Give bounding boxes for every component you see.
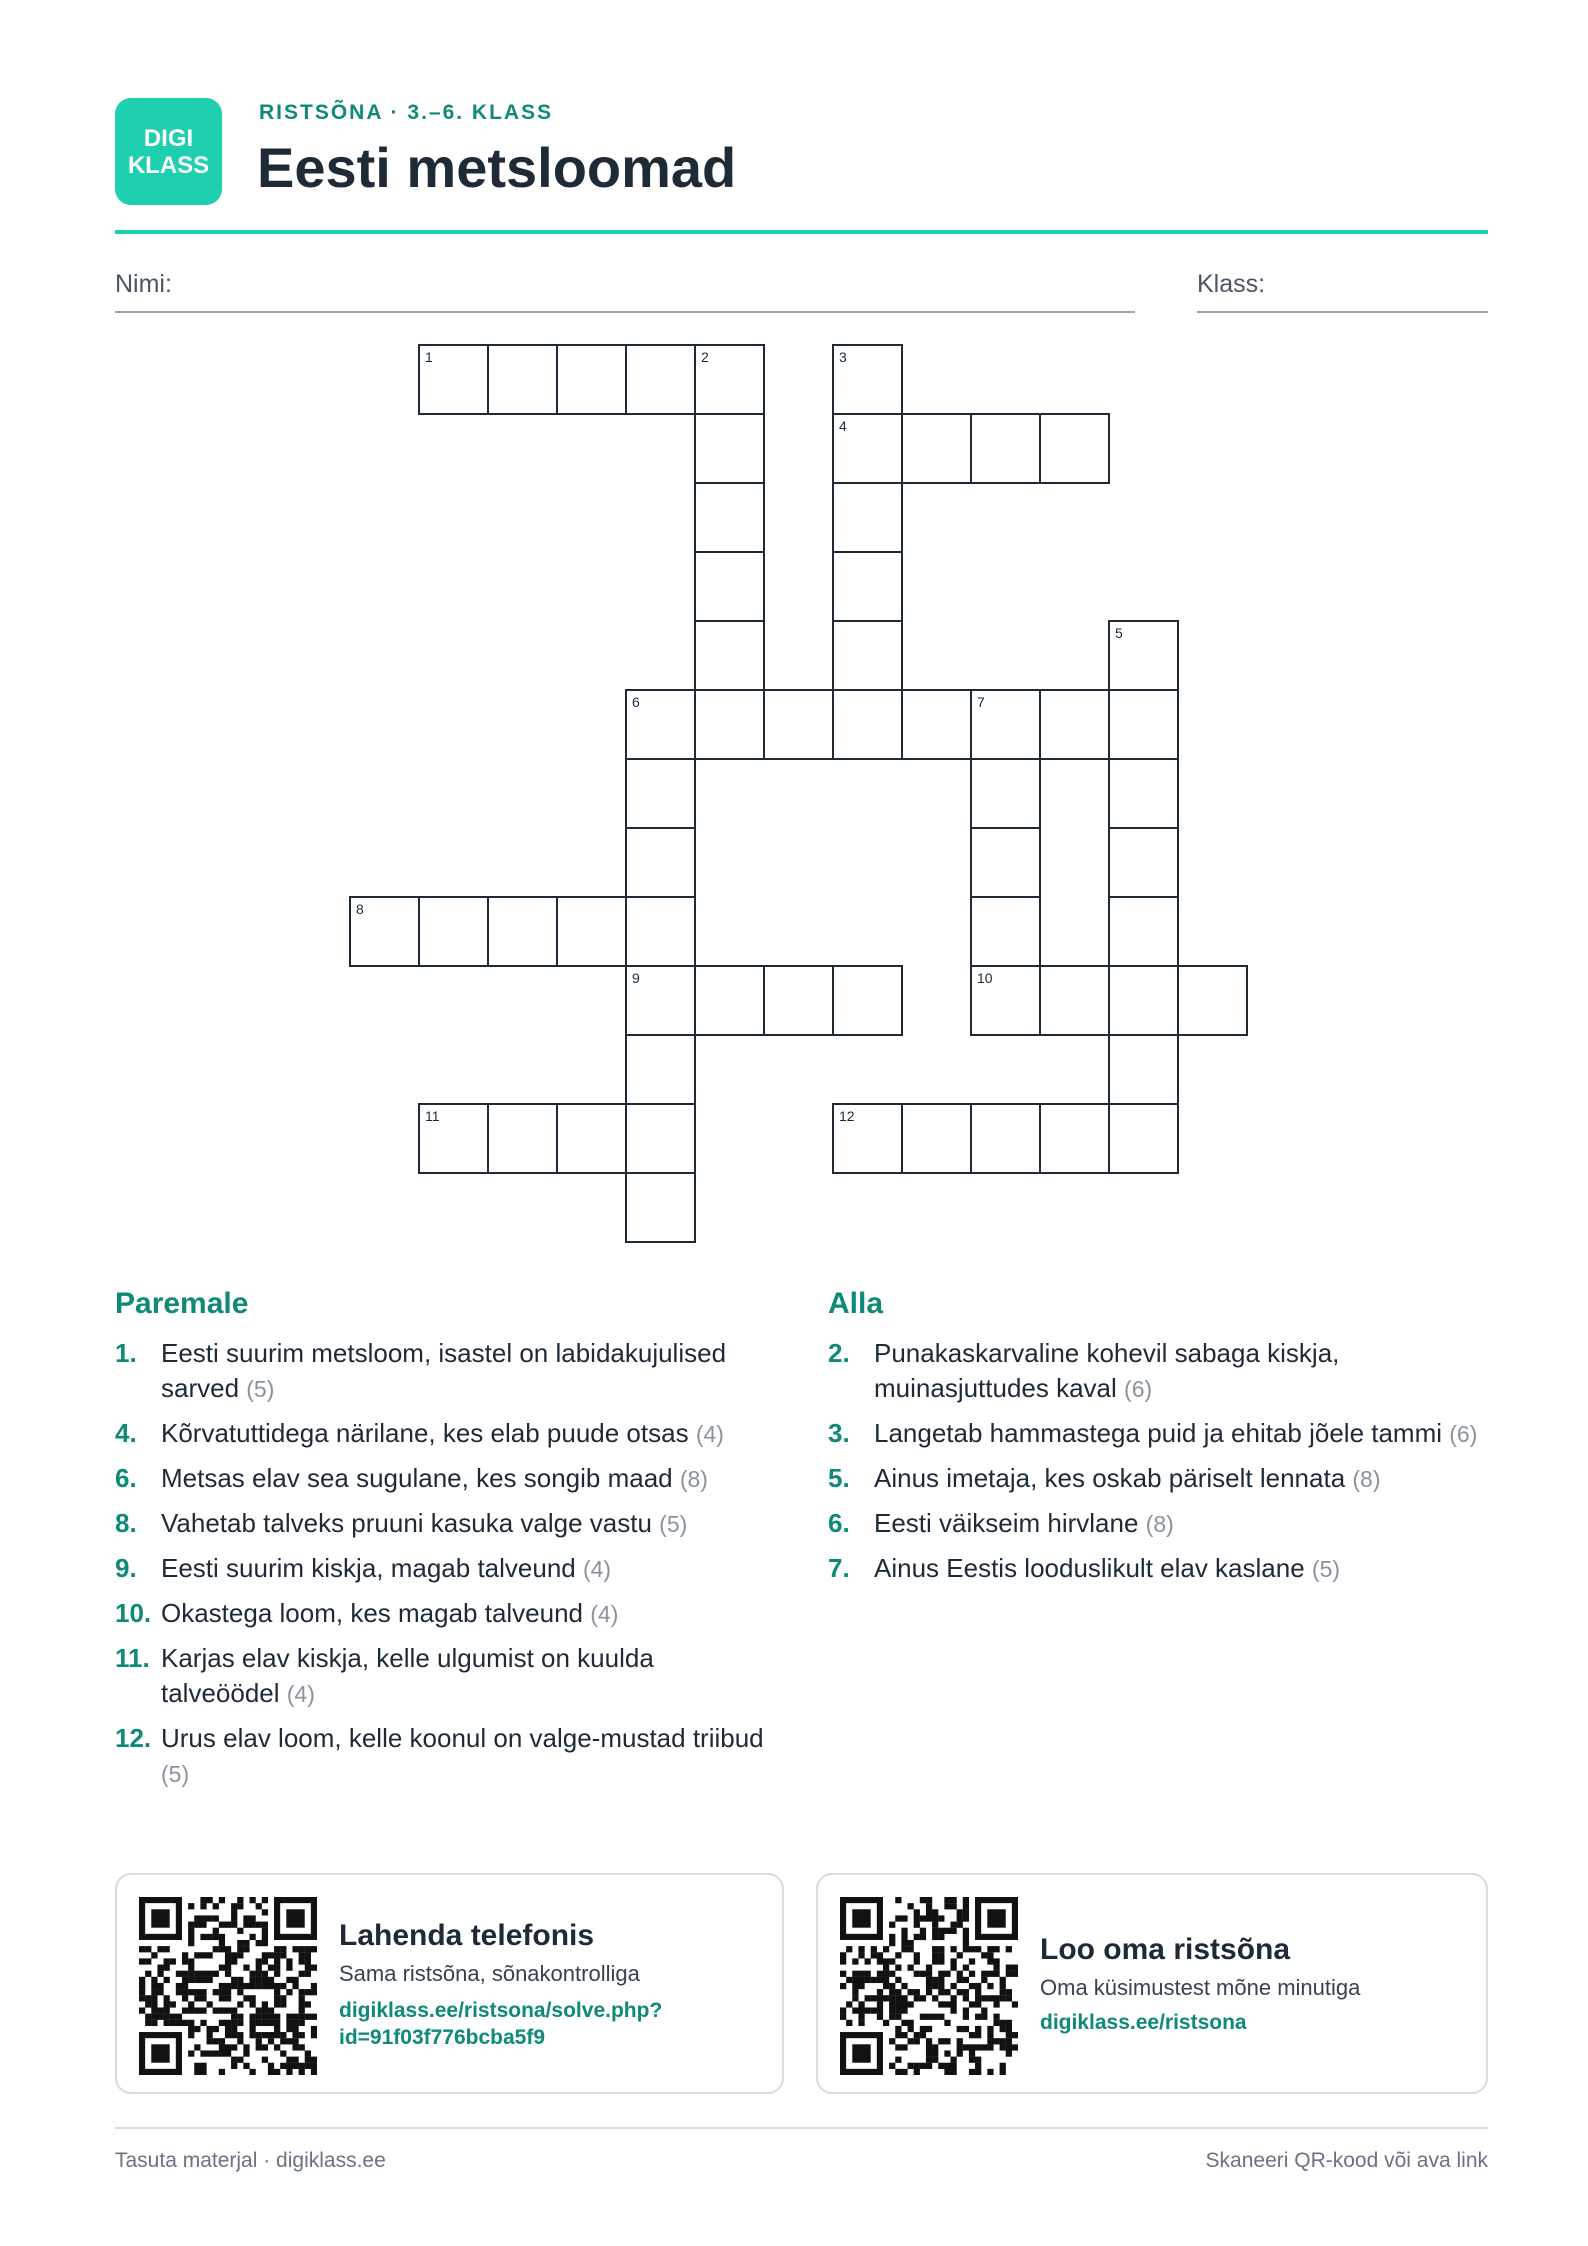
clue-length: (5) (1311, 1556, 1341, 1582)
clue-length: (5) (161, 1761, 190, 1787)
clue-length: (8) (1145, 1511, 1174, 1537)
crossword-cell[interactable] (1109, 966, 1178, 1035)
clue-text: Kõrvatuttidega närilane, kes elab puude otsas (4) (161, 1418, 724, 1448)
across-clue (115, 1461, 775, 1497)
clue-length: (4) (582, 1556, 612, 1582)
clue-number: 5. (828, 1463, 850, 1493)
clue-text: Langetab hammastega puid ja ehitab jõele tammi (6) (874, 1418, 1478, 1448)
down-clue (828, 1506, 1493, 1542)
clue-length: (4) (590, 1601, 619, 1627)
clue-number: 3. (828, 1418, 850, 1448)
clue-number: 7. (828, 1553, 850, 1583)
clue-length: (8) (1352, 1466, 1381, 1492)
footer-right: Skaneeri QR-kood või ava link (1205, 2149, 1488, 2172)
clue-text: Vahetab talveks pruuni kasuka valge vastu (5) (161, 1508, 688, 1538)
logo-line-2: KLASS (127, 151, 210, 179)
clue-length: (8) (679, 1466, 708, 1492)
down-clue-list (828, 1336, 1493, 1596)
crossword-cell[interactable] (488, 345, 557, 414)
across-clue (115, 1721, 775, 1792)
create-link[interactable]: digiklass.ee/ristsona (1040, 2011, 1247, 2034)
crossword-cell[interactable] (557, 1104, 626, 1173)
class-label: Klass: (1197, 270, 1266, 298)
clue-number: 4 (839, 418, 847, 434)
clue-number: 8 (356, 901, 364, 917)
down-clue (828, 1336, 1493, 1407)
crossword-cell[interactable] (902, 1104, 971, 1173)
crossword-cell[interactable] (1040, 966, 1109, 1035)
crossword-cell[interactable] (1109, 1104, 1178, 1173)
crossword-cell[interactable] (695, 483, 764, 552)
crossword-cell[interactable] (971, 759, 1040, 828)
footer-left: Tasuta materjal · digiklass.ee (115, 2149, 386, 2172)
crossword-cell[interactable] (971, 1104, 1040, 1173)
name-label: Nimi: (115, 270, 172, 298)
card-title: Loo oma ristsõna (1040, 1933, 1291, 1966)
across-clue (115, 1641, 775, 1712)
clue-text: Ainus Eestis looduslikult elav kaslane (5) (874, 1553, 1341, 1583)
crossword-cell[interactable] (626, 1173, 695, 1242)
crossword-cell[interactable] (419, 897, 488, 966)
crossword-cell[interactable] (1040, 414, 1109, 483)
solve-link-line-2[interactable]: id=91f03f776bcba5f9 (339, 2026, 546, 2049)
down-clue (828, 1416, 1493, 1452)
clue-text: Okastega loom, kes magab talveund (4) (161, 1598, 619, 1628)
across-clue (115, 1336, 775, 1407)
clue-number: 1 (425, 349, 433, 365)
clue-length: (5) (246, 1376, 275, 1402)
down-clue (828, 1551, 1493, 1587)
crossword-cell[interactable] (1178, 966, 1247, 1035)
crossword-cell[interactable] (971, 828, 1040, 897)
card-title: Lahenda telefonis (339, 1919, 595, 1952)
clue-number: 5 (1115, 625, 1123, 641)
clue-length: (4) (695, 1421, 724, 1447)
clue-text: Punakaskarvaline kohevil sabaga kiskja, muinasjuttudes kaval (6) (874, 1338, 1340, 1403)
solve-link-line-1[interactable]: digiklass.ee/ristsona/solve.php? (339, 1999, 663, 2022)
crossword-cell[interactable] (1040, 690, 1109, 759)
clue-length: (6) (1449, 1421, 1478, 1447)
crossword-cell[interactable] (833, 483, 902, 552)
card-subtitle: Oma küsimustest mõne minutiga (1040, 1975, 1361, 2000)
qr-code-icon[interactable] (139, 1897, 317, 2075)
crossword-cell[interactable] (971, 897, 1040, 966)
crossword-cell[interactable] (764, 966, 833, 1035)
clue-number: 6. (828, 1508, 850, 1538)
clue-length: (6) (1124, 1376, 1153, 1402)
crossword-cell[interactable] (488, 897, 557, 966)
crossword-cell[interactable] (1109, 897, 1178, 966)
crossword-cell[interactable] (833, 966, 902, 1035)
crossword-cell[interactable] (695, 552, 764, 621)
clue-number: 6 (632, 694, 640, 710)
crossword-cell[interactable] (557, 897, 626, 966)
clue-text: Karjas elav kiskja, kelle ulgumist on kuulda talveöödel (4) (161, 1643, 654, 1708)
page-title: Eesti metsloomad (257, 136, 737, 199)
crossword-cell[interactable] (626, 1035, 695, 1104)
clue-number: 2 (701, 349, 709, 365)
crossword-cell[interactable] (1109, 1035, 1178, 1104)
footer-divider (115, 2127, 1488, 2129)
crossword-cell[interactable] (626, 828, 695, 897)
clue-number: 11. (115, 1643, 150, 1673)
crossword-cell[interactable] (557, 345, 626, 414)
clue-number: 6. (115, 1463, 137, 1493)
across-clue-list (115, 1336, 775, 1801)
card-subtitle: Sama ristsõna, sõnakontrolliga (339, 1961, 640, 1986)
clue-number: 3 (839, 349, 847, 365)
crossword-cell[interactable] (695, 690, 764, 759)
crossword-cell[interactable] (695, 414, 764, 483)
across-clue (115, 1416, 775, 1452)
clue-text: Eesti suurim kiskja, magab talveund (4) (161, 1553, 612, 1583)
clue-text: Eesti suurim metsloom, isastel on labidakujulised sarved (5) (161, 1338, 727, 1403)
crossword-cell[interactable] (695, 621, 764, 690)
clue-length: (4) (286, 1681, 315, 1707)
create-crossword-card[interactable] (816, 1873, 1488, 2094)
clue-number: 2. (828, 1338, 850, 1368)
clue-number: 12 (839, 1108, 855, 1124)
clue-number: 10. (115, 1598, 152, 1628)
solve-on-phone-card[interactable] (115, 1873, 784, 2094)
clue-number: 12. (115, 1723, 152, 1753)
crossword-cell[interactable] (626, 897, 695, 966)
across-clue (115, 1551, 775, 1587)
clue-text: Eesti väikseim hirvlane (8) (874, 1508, 1174, 1538)
crossword-cell[interactable] (902, 414, 971, 483)
qr-code-icon[interactable] (840, 1897, 1018, 2075)
logo-line-1: DIGI (143, 124, 194, 152)
clue-text: Metsas elav sea sugulane, kes songib maad (8) (161, 1463, 708, 1493)
crossword-cell[interactable] (833, 690, 902, 759)
crossword-cell[interactable] (1109, 759, 1178, 828)
solve-link[interactable] (339, 1997, 719, 2051)
crossword-cell[interactable] (626, 759, 695, 828)
clue-number: 9 (632, 970, 640, 986)
clue-number: 11 (425, 1108, 440, 1124)
crossword-cell[interactable] (764, 690, 833, 759)
clue-number: 9. (115, 1553, 137, 1583)
clue-number: 10 (977, 970, 993, 986)
across-heading: Paremale (115, 1287, 249, 1320)
clue-number: 4. (115, 1418, 137, 1448)
crossword-cell[interactable] (1109, 828, 1178, 897)
down-clue (828, 1461, 1493, 1497)
crossword-cell[interactable] (971, 414, 1040, 483)
clue-number: 8. (115, 1508, 137, 1538)
down-heading: Alla (828, 1287, 884, 1320)
across-clue (115, 1506, 775, 1542)
across-clue (115, 1596, 775, 1632)
crossword-cell[interactable] (695, 966, 764, 1035)
crossword-cell[interactable] (626, 345, 695, 414)
crossword-cell[interactable] (626, 1104, 695, 1173)
crossword-cell[interactable] (902, 690, 971, 759)
crossword-cell[interactable] (833, 552, 902, 621)
clue-length: (5) (659, 1511, 688, 1537)
crossword-cell[interactable] (488, 1104, 557, 1173)
crossword-cell[interactable] (1109, 690, 1178, 759)
clue-text: Ainus imetaja, kes oskab päriselt lennata (8) (874, 1463, 1381, 1493)
worksheet-kicker: RISTSÕNA · 3.–6. KLASS (259, 101, 554, 124)
clue-number: 1. (115, 1338, 137, 1368)
crossword-cell[interactable] (833, 621, 902, 690)
crossword-cell[interactable] (1040, 1104, 1109, 1173)
clue-text: Urus elav loom, kelle koonul on valge-mustad triibud (5) (161, 1723, 764, 1787)
clue-number: 7 (977, 694, 985, 710)
